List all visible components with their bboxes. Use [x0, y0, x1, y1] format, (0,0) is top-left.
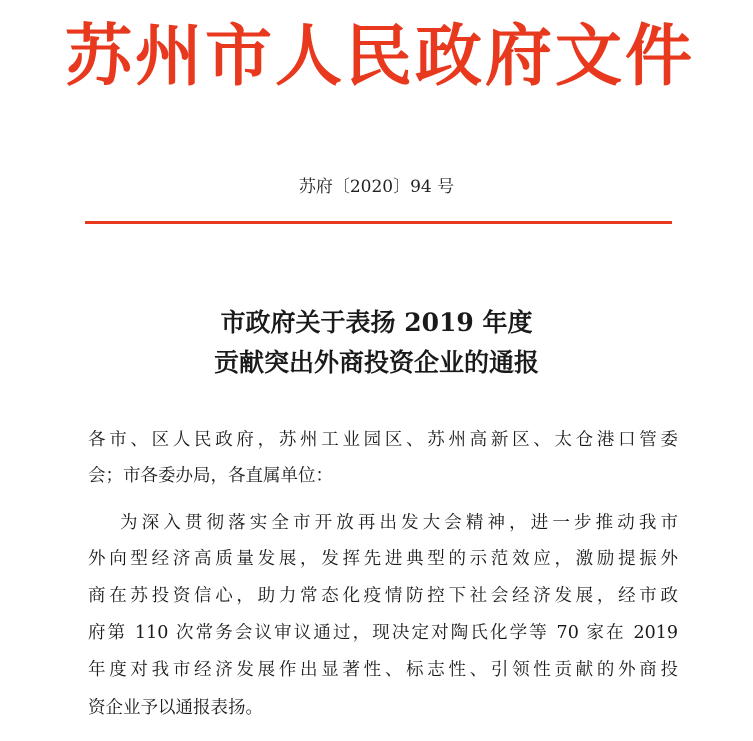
body-paragraph-line-2: 外向型经济高质量发展，发挥先进典型的示范效应，激励提振外	[88, 549, 678, 569]
document-number: 苏府〔2020〕94 号	[298, 177, 455, 197]
body-paragraph-line-4: 府第 110 次常务会议审议通过，现决定对陶氏化学等 70 家在 2019	[88, 623, 678, 643]
body-paragraph-line-5: 年度对我市经济发展作出显著性、标志性、引领性贡献的外商投	[88, 660, 678, 680]
red-divider-line	[85, 221, 672, 224]
body-paragraph-line-1: 为深入贯彻落实全市开放再出发大会精神，进一步推动我市	[120, 513, 678, 533]
body-paragraph-line-3: 商在苏投资信心，助力常态化疫情防控下社会经济发展，经市政	[88, 586, 678, 606]
document-masthead: 苏州市人民政府文件	[65, 16, 695, 95]
body-paragraph-line-6: 资企业予以通报表扬。	[88, 698, 263, 718]
document-title-line-1: 市政府关于表扬 2019 年度	[220, 308, 533, 337]
salutation-line-1: 各市、区人民政府，苏州工业园区、苏州高新区、太仓港口管委	[88, 430, 678, 450]
document-title-line-2: 贡献突出外商投资企业的通报	[213, 348, 539, 377]
salutation-line-2: 会；市各委办局，各直属单位：	[88, 466, 333, 486]
